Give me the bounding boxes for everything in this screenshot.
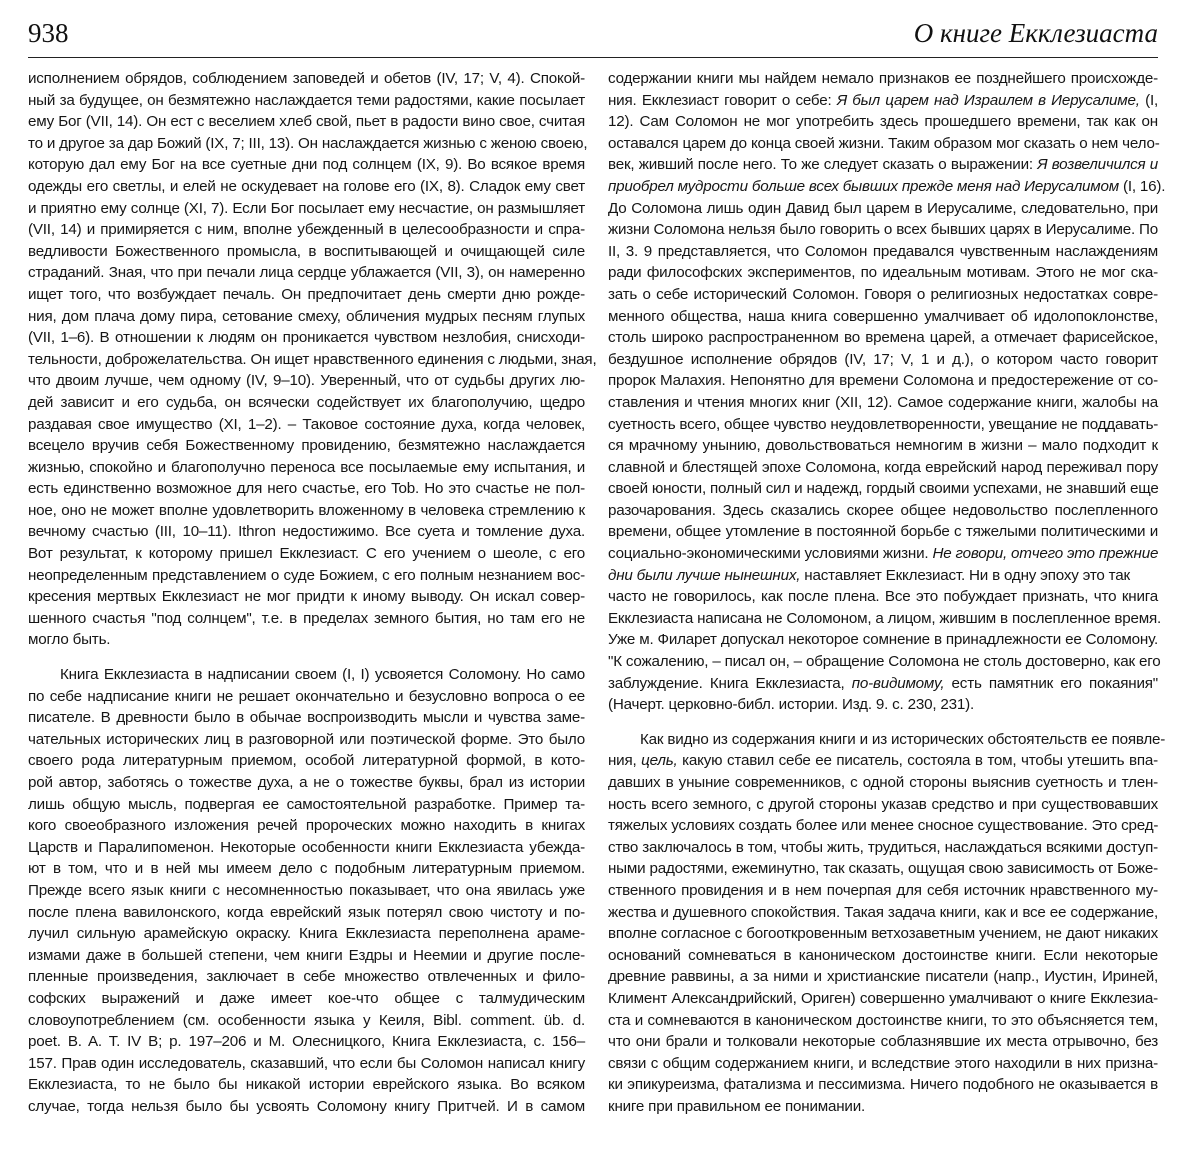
text-line [28,750,585,772]
text-run: есть памятник его покаяния" [944,674,1158,692]
text-run: ния, дом плача дому пира, сетование смеху, обличения мудрых песням глупых [28,307,585,325]
text-line [608,565,1158,587]
text-run: (I, 16). [1118,177,1166,195]
text-run: могло быть. [28,631,111,649]
text-run: "К сожалению, – писал он, – обращение Соломона не столь достоверно, как его [608,653,1161,671]
text-run: содержании книги мы найдем немало признаков ее позднейшего происхожде- [608,70,1158,87]
text-run: Прежде всего язык книги с несомненностью показывает, что она явилась уже [28,881,585,899]
text-run: рой автор, заботясь о тожестве духа, а не о тожестве буквы, брал из истории [28,774,585,791]
text-run: что они брали и толковали некоторые соблазнявшие их места отрывочно, без [608,1033,1158,1051]
text-run: которую дал ему Бог на все суетные дни под солнцем (IX, 9). Во всякое время [28,156,585,174]
text-run: (VII, 1–6). В отношении к людям он проникается чувством незлобия, снисходи- [28,329,585,347]
text-line [608,392,1158,414]
text-run: оснований сомневаться в каноническом достоинстве книги. Если некоторые [608,946,1158,964]
text-run: Климент Александрийский, Ориген) совершенно умалчивают о книге Екклезиа- [608,989,1158,1007]
text-line [608,694,1158,716]
text-line [28,1053,585,1075]
text-run: ственного провидения и в нем почерпая для себя источник нравственного му- [608,881,1158,899]
text-run: жизни Соломона нельзя было говорить о всех бывших царях в Иерусалиме. По [608,221,1158,239]
text-line [608,68,1158,90]
text-line [28,90,585,112]
text-run: пленные произведения, заключает в себе множество отвлеченных и фило- [28,968,585,986]
text-run: дей зависит и его судьба, он всячески содействует их благополучию, щедро [28,393,585,411]
text-line [608,966,1158,988]
text-line [608,1053,1158,1075]
text-line [28,1074,585,1096]
text-line [608,1010,1158,1032]
text-line [28,327,585,349]
text-run: бездушное исполнение обрядов (IV, 17; V, 1 и д.), о котором часто говорит [608,350,1158,368]
text-run: ищет того, что возбуждает печаль. Он предпочитает день смерти дню рожде- [28,285,585,303]
text-run: после плена вавилонского, когда еврейский язык потерял свою чистоту и по- [28,903,585,921]
text-line [608,1096,1158,1118]
text-run: исполнением обрядов, соблюдением заповедей и обетов (IV, 17; V, 4). Спокой- [28,70,585,87]
page-number: 938 [28,18,69,48]
text-line [28,608,585,630]
text-line [28,543,585,565]
text-run: пророк Малахия. Непонятно для времени Соломона и предостережение от со- [608,372,1158,390]
text-run: тельности, доброжелательства. Он ищет нравственного единения с людьми, зная, [28,350,597,368]
text-line [608,241,1158,263]
text-line [28,565,585,587]
text-run: Вот результат, к которому пришел Екклезиаст. С его учением о шеоле, с его [28,545,585,563]
text-line [28,729,585,751]
text-run: часто не говорилось, как после плена. Все это побуждает признать, что книга [608,588,1158,606]
text-line [608,815,1158,837]
text-line [28,521,585,543]
text-run: 157. Прав один исследователь, сказавший, что если бы Соломон написал книгу [28,1054,585,1072]
text-run: ют в том, что и в ней мы имеем дело с подобным литературным приемом. [28,860,585,878]
text-run: неопределенным представлением о суде Божием, с его полным незнанием вос- [28,566,585,584]
text-line [28,586,585,608]
text-line [28,262,585,284]
text-line [608,133,1158,155]
italic-text: дни были лучше нынешних, [608,566,801,584]
text-line [608,1031,1158,1053]
right-text-column [608,68,1166,1118]
text-line [608,262,1158,284]
text-line [28,1096,585,1118]
text-run: ния. Екклезиаст говорит о себе: [608,91,837,109]
italic-text: Я был царем над Израилем в Иерусалиме, [836,91,1140,109]
text-line [608,608,1161,630]
text-run: ставления и чтения многих книг (XII, 12). Самое содержание книги, жалобы на [608,393,1158,411]
italic-text: по-видимому, [851,674,945,692]
text-run: то и другое за дар Божий (IX, 7; III, 13). Он наслаждается жизнью с женою своею, [28,134,588,152]
text-line [28,815,585,837]
text-line [28,707,585,729]
text-run: вполне согласное с богооткровенным ветхозаветным учением, не дают никаких [608,925,1158,943]
text-run: связи с общим содержанием книги, и вследствие этого находили в них призна- [608,1054,1158,1072]
text-run: какую ставил себе ее писатель, состояла в том, чтобы утешить впа- [677,752,1158,770]
text-run: времени, общее утомление в постоянной борьбе с тяжелыми политическими и [608,523,1158,541]
text-run: заблуждение. Книга Екклезиаста, [608,674,852,692]
text-line [608,923,1158,945]
text-line [28,945,585,967]
text-line [28,772,585,794]
text-line [608,176,1166,198]
text-line [28,858,585,880]
paragraph-gap [28,651,585,664]
text-line [28,629,585,651]
text-line [28,392,585,414]
text-line [608,673,1158,695]
text-line [28,1010,585,1032]
text-run: раздавая свое имущество (XI, 1–2). – Таковое состояние духа, когда человек, [28,415,585,433]
text-run: книге при правильном ее понимании. [608,1097,866,1115]
text-line [608,154,1158,176]
text-line [608,629,1158,651]
text-run: древние раввины, а за ними и христианские писатели (напр., Иустин, Ириней, [608,968,1158,986]
text-line [28,284,585,306]
text-run: случае, тогда нельзя было бы усвоять Соломону книгу Притчей. И в самом [28,1097,585,1115]
text-line [608,414,1158,436]
text-line [608,457,1158,479]
text-run: Екклезиаста, то не было бы никакой истории еврейского языка. Во всяком [28,1076,585,1094]
text-run: Уже м. Филарет допускал некоторое сомнение в принадлежности ее Соломону. [608,631,1158,649]
text-run: ство заключалось в том, чтобы жить, трудиться, наслаждаться всякими доступ- [608,838,1158,856]
text-run: своей юности, полный сил и надежд, гордый своими успехами, не знавший еще [608,480,1159,498]
text-run: кресения мертвых Екклезиаст не мог придти к иному выводу. Он искал совер- [28,588,585,606]
text-line [28,111,585,133]
text-run: (Начерт. церковно-библ. истории. Изд. 9. с. 230, 231). [608,696,974,714]
text-run: ради философских экспериментов, по идеальным мотивам. Этого не мог ска- [608,264,1158,282]
text-run: измами даже в большей степени, чем книги Ездры и Неемии и другие после- [28,946,585,964]
text-run: ность всего земного, с другой стороны указав средство и при существовавших [608,795,1158,813]
left-text-column [28,68,597,1118]
text-run: всецело вручив себя Божественному провидению, безмятежно наслаждается [28,437,585,455]
text-run: ное, оно не может вполне удовлетворить вложенному в человека стремлению к [28,501,585,519]
text-run: жизнью, спокойно и благополучно переноса все посылаемые ему испытания, и [28,458,585,476]
text-run: Екклезиаста написана не Соломоном, а лицом, жившим в послепленное время. [608,609,1161,627]
text-run: (VII, 14) и примиряется с ним, вполне убежденный в целесообразности и спра- [28,221,585,239]
text-run: ки эпикуреизма, фатализма и пессимизма. Ничего подобного не оказывается в [608,1076,1158,1094]
text-run: кого своеобразного изложения речей пророческих можно находить в книгах [28,817,585,835]
italic-text: цель, [641,752,678,770]
text-line [608,988,1158,1010]
text-run: разочарования. Здесь сказались скорее общее недовольство послепленного [608,501,1158,519]
text-line [28,880,585,902]
text-line [28,500,585,522]
text-line [28,176,585,198]
text-run: ся мрачному унынию, довольствоваться немногим в жизни – мало подходит к [608,437,1158,455]
text-line [608,945,1158,967]
text-run: шенного счастья "под солнцем", т.е. в пределах земного бытия, но там его не [28,609,585,627]
text-run: До Соломона лишь один Давид был царем в Иерусалиме, следовательно, при [608,199,1158,217]
text-run: poet. B. A. T. IV B; p. 197–206 и М. Олесницкого, Книга Екклезиаста, с. 156– [28,1033,585,1051]
text-run: (I, [1139,91,1158,109]
text-run: лишь общую мысль, подвергая ее самостоятельной разработке. Пример та- [28,795,585,813]
text-run: ста и сомневаются в каноническом достоинстве книги, то это объясняется тем, [608,1011,1158,1029]
text-line [28,241,585,263]
text-line [608,370,1158,392]
italic-text: Я возвеличился и [1037,156,1159,174]
text-line [608,794,1158,816]
text-line [608,772,1158,794]
text-line [608,858,1158,880]
text-run: лучил сильную арамейскую окраску. Книга Екклезиаста переполнена араме- [28,925,585,943]
text-run: зать о себе исторический Соломон. Говоря о религиозных недостатках совре- [608,285,1158,303]
text-run: Книга Екклезиаста в надписании своем (I, I) усвояется Соломону. Но само [60,666,585,684]
italic-text: Не говори, отчего это прежние [932,545,1159,563]
text-line [28,68,585,90]
text-line [28,457,585,479]
text-run: по себе надписание книги не решает окончательно и безусловно вопроса о ее [28,687,585,705]
header-rule [28,57,1158,58]
text-line [28,664,585,686]
text-run: словоупотреблением (см. особенности языка у Кеиля, Bibl. comment. üb. d. [28,1011,585,1029]
text-line [28,306,585,328]
text-run: писателе. В древности было в обычае воспроизводить мысли и чувства заме- [28,709,585,727]
text-run: чательных исторических лиц в разговорной или поэтической форме. Это было [28,730,585,748]
text-line [608,349,1158,371]
text-line [28,219,585,241]
running-title: О книге Екклезиаста [913,18,1158,48]
text-line [28,198,585,220]
text-run: наставляет Екклезиаст. Ни в одну эпоху это так [800,566,1130,584]
text-line [28,966,585,988]
text-run: суетность всего, общее чувство неудовлетворенности, увещание не поддавать- [608,415,1159,433]
italic-text: приобрел мудрости больше всех бывших прежде меня над Иерусалимом [608,177,1119,195]
text-line [28,837,585,859]
text-run: 12). Сам Соломон не мог употребить здесь прошедшего времени, так как он [608,113,1158,131]
text-line [28,923,585,945]
text-run: своего рода литературным приемом, особой литературной формой, в кото- [28,752,585,770]
text-line [608,651,1161,673]
text-line [28,686,585,708]
text-run: что двоим лучше, чем одному (IV, 9–10). Уверенный, что от судьбы других лю- [28,372,585,390]
text-run: оставался царем до конца своей жизни. Таким образом мог сказать о нем чело- [608,134,1160,152]
text-line [608,902,1158,924]
text-run: ния, [608,752,642,770]
text-run: одежды его светлы, и елей не оскудевает на голове его (IX, 8). Сладок ему свет [28,177,585,195]
text-line [608,327,1158,349]
text-line [28,794,585,816]
text-line [28,988,585,1010]
text-run: столь широко распространенном во времена царей, а отмечает фарисейское, [608,329,1158,347]
text-line [608,750,1158,772]
text-run: есть единственно возможное для него счастье, его Tob. Но это счастье не пол- [28,480,585,498]
text-line [608,880,1158,902]
text-line [608,500,1158,522]
text-line [28,349,597,371]
text-line [28,1031,585,1053]
text-line [608,586,1158,608]
text-line [28,133,588,155]
text-line [28,154,585,176]
text-run: ными радостями, ежеминутно, так сказать, ощущая свою зависимость от Боже- [608,860,1158,878]
text-line [28,902,585,924]
text-line [608,729,1166,751]
text-line [28,478,585,500]
text-line [608,435,1158,457]
text-line [608,111,1158,133]
text-run: давших в уныние современников, с одной стороны выяснив суетность и тлен- [608,774,1158,791]
text-run: социально-экономическими условиями жизни. [608,545,933,563]
text-line [608,837,1158,859]
text-line [608,284,1158,306]
text-run: ему Бог (VII, 14). Он ест с веселием хлеб свой, пьет в радости вино свое, считая [28,113,585,131]
text-run: Царств и Паралипоменон. Некоторые особенности книги Екклезиаста убежда- [28,838,585,856]
text-line [608,90,1158,112]
text-line [608,521,1158,543]
text-line [608,1074,1158,1096]
text-run: век, живший после него. То же следует сказать о выражении: [608,156,1038,174]
text-run: тяжелых условиях создать более или менее сносное существование. Это сред- [608,817,1159,835]
text-line [608,219,1158,241]
text-run: менного общества, наша книга совершенно умалчивает об идолопоклонстве, [608,307,1158,325]
text-run: вечному счастью (III, 10–11). Ithron недостижимо. Все суета и томление духа. [28,523,585,541]
text-line [28,435,585,457]
text-line [28,414,585,436]
text-run: ведливости Божественного промысла, в воспитывающей и очищающей силе [28,242,585,260]
text-run: славной и блестящей эпохе Соломона, когда еврейский народ переживал пору [608,458,1158,476]
text-line [28,370,585,392]
paragraph-gap [608,716,1158,729]
text-line [608,543,1158,565]
text-run: софских выражений и даже имеет кое-что общее с талмудическим [28,989,585,1007]
text-run: жества и душевного спокойствия. Такая задача книги, как и все ее содержание, [608,903,1158,921]
text-line [608,306,1158,328]
text-run: Как видно из содержания книги и из исторических обстоятельств ее появле- [640,730,1166,748]
text-line [608,198,1158,220]
text-run: ный за будущее, он безмятежно наслаждается теми радостями, какие посылает [28,91,585,109]
text-run: II, 3. 9 представляется, что Соломон предавался чувственным наслаждениям [608,242,1158,260]
text-run: и приятно ему солнце (XI, 7). Если Бог посылает ему несчастие, он размышляет [28,199,585,217]
text-run: страданий. Зная, что при печали лица сердце ублажается (VII, 3), он намеренно [28,264,585,282]
text-line [608,478,1158,500]
